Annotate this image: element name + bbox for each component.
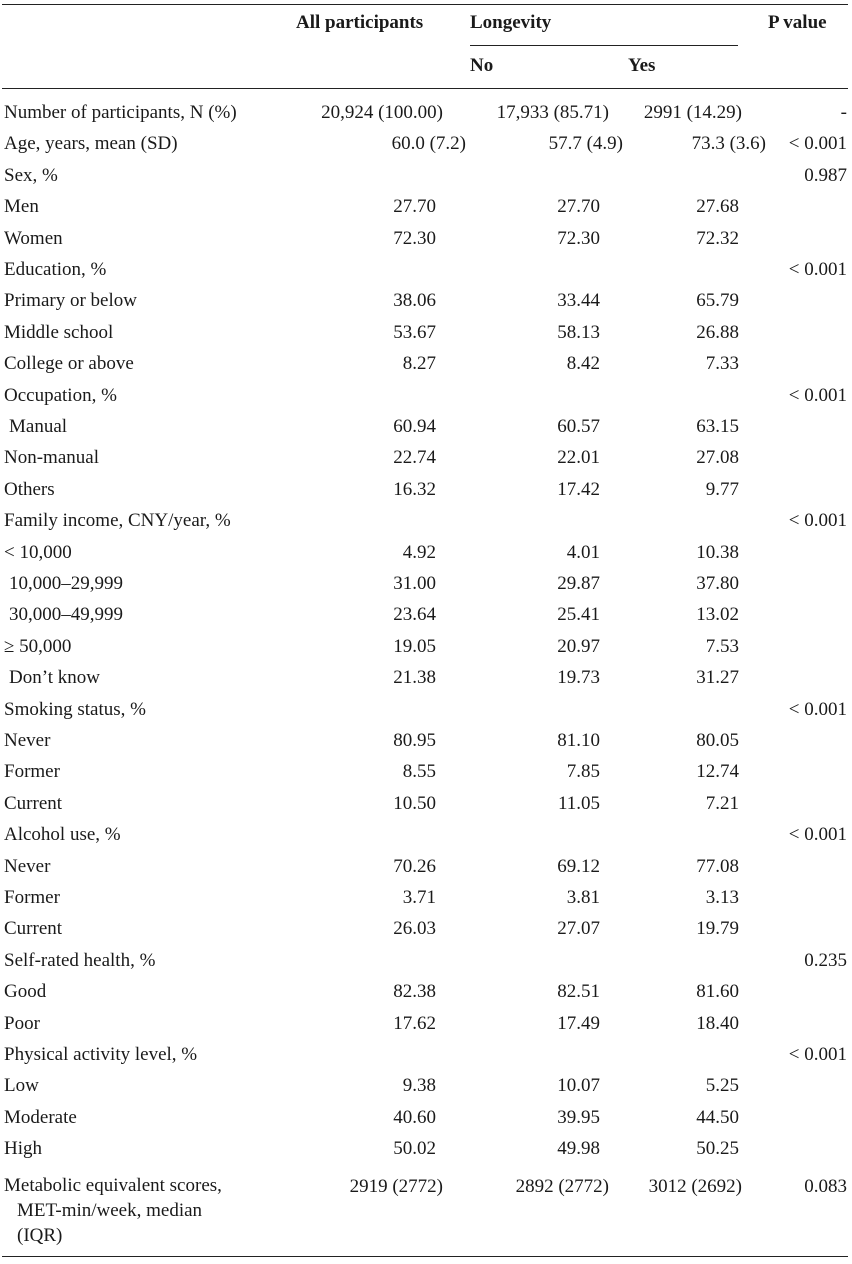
table-row (0, 1070, 852, 1101)
cell-all-participants: 3.71 (402, 887, 436, 908)
cell-all-participants: 8.55 (402, 761, 436, 782)
cell-longevity-no: 3.81 (566, 887, 600, 908)
cell-p-value: < 0.001 (788, 699, 847, 720)
table-row (0, 505, 852, 536)
table-row (0, 851, 852, 882)
cell-longevity-no: 19.73 (557, 667, 600, 688)
cell-all-participants: 38.06 (393, 290, 436, 311)
cell-all-participants: 53.67 (393, 322, 436, 343)
cell-label: 10,000–29,999 (9, 573, 123, 594)
cell-all-participants: 16.32 (393, 479, 436, 500)
cell-label: Smoking status, % (4, 699, 146, 720)
met-label-line-3: (IQR) (17, 1225, 63, 1246)
cell-longevity-no: 25.41 (557, 604, 600, 625)
cell-label: Alcohol use, % (4, 824, 121, 845)
cell-longevity-no: 10.07 (557, 1075, 600, 1096)
cell-all-participants: 60.94 (393, 416, 436, 437)
table-row (0, 97, 852, 128)
bottom-rule (2, 1256, 848, 1257)
cell-longevity-yes: 50.25 (696, 1138, 739, 1159)
table-row (0, 380, 852, 411)
table-row (0, 1102, 852, 1133)
cell-longevity-no: 69.12 (557, 856, 600, 877)
table-row (0, 160, 852, 191)
top-rule (2, 4, 848, 5)
cell-met-all: 2919 (2772) (349, 1176, 443, 1197)
cell-all-participants: 19.05 (393, 636, 436, 657)
header-bottom-rule (2, 88, 848, 89)
cell-longevity-yes: 18.40 (696, 1013, 739, 1034)
cell-longevity-yes: 2991 (14.29) (643, 102, 742, 123)
cell-label: Current (4, 793, 63, 814)
cell-longevity-no: 17,933 (85.71) (496, 102, 609, 123)
table-row (0, 285, 852, 316)
cell-longevity-no: 11.05 (557, 793, 600, 814)
cell-longevity-no: 17.42 (557, 479, 600, 500)
cell-label: Poor (4, 1013, 40, 1034)
cell-label: Middle school (4, 322, 114, 343)
cell-label: Sex, % (4, 165, 58, 186)
cell-all-participants: 72.30 (393, 228, 436, 249)
cell-label: Family income, CNY/year, % (4, 510, 231, 531)
cell-met-p: 0.083 (804, 1176, 847, 1197)
cell-met-yes: 3012 (2692) (648, 1176, 742, 1197)
table-row (0, 662, 852, 693)
table-row (0, 599, 852, 630)
cell-longevity-no: 22.01 (557, 447, 600, 468)
table-row (0, 317, 852, 348)
table-row (0, 882, 852, 913)
longevity-underline (470, 45, 738, 46)
cell-p-value: < 0.001 (788, 510, 847, 531)
table-row (0, 537, 852, 568)
cell-label: < 10,000 (4, 542, 72, 563)
cell-label: Manual (9, 416, 68, 437)
cell-longevity-no: 8.42 (566, 353, 600, 374)
cell-label: Moderate (4, 1107, 77, 1128)
table-row (0, 411, 852, 442)
cell-label: High (4, 1138, 42, 1159)
cell-label: Education, % (4, 259, 107, 280)
table-row (0, 442, 852, 473)
cell-label: Former (4, 761, 60, 782)
header-yes: Yes (628, 55, 656, 76)
cell-p-value: 0.235 (804, 950, 847, 971)
cell-all-participants: 20,924 (100.00) (321, 102, 443, 123)
cell-longevity-no: 57.7 (4.9) (548, 133, 623, 154)
cell-all-participants: 60.0 (7.2) (391, 133, 466, 154)
cell-label: Age, years, mean (SD) (4, 133, 178, 154)
cell-label: 30,000–49,999 (9, 604, 123, 625)
cell-longevity-yes: 19.79 (696, 918, 739, 939)
cell-longevity-no: 72.30 (557, 228, 600, 249)
table-row (0, 913, 852, 944)
cell-longevity-yes: 72.32 (696, 228, 739, 249)
cell-longevity-yes: 73.3 (3.6) (691, 133, 766, 154)
table-row (0, 976, 852, 1007)
cell-all-participants: 26.03 (393, 918, 436, 939)
met-label-line-1: Metabolic equivalent scores, (4, 1175, 222, 1196)
cell-all-participants: 22.74 (393, 447, 436, 468)
cell-p-value: - (840, 102, 847, 123)
table-row (0, 631, 852, 662)
table-row (0, 128, 852, 159)
cell-all-participants: 70.26 (393, 856, 436, 877)
cell-longevity-no: 20.97 (557, 636, 600, 657)
table-row-met (0, 1171, 852, 1202)
cell-longevity-no: 39.95 (557, 1107, 600, 1128)
cell-all-participants: 50.02 (393, 1138, 436, 1159)
cell-label: Don’t know (9, 667, 100, 688)
cell-longevity-yes: 44.50 (696, 1107, 739, 1128)
cell-longevity-yes: 27.68 (696, 196, 739, 217)
cell-longevity-no: 27.70 (557, 196, 600, 217)
cell-all-participants: 4.92 (402, 542, 436, 563)
cell-label: Former (4, 887, 60, 908)
cell-all-participants: 82.38 (393, 981, 436, 1002)
cell-p-value: < 0.001 (788, 824, 847, 845)
cell-label: Number of participants, N (%) (4, 102, 237, 123)
cell-longevity-yes: 3.13 (705, 887, 739, 908)
cell-all-participants: 21.38 (393, 667, 436, 688)
table-row (0, 1133, 852, 1164)
table-row (0, 945, 852, 976)
cell-label: Others (4, 479, 55, 500)
cell-longevity-yes: 31.27 (696, 667, 739, 688)
header-no: No (470, 55, 494, 76)
table-row (0, 568, 852, 599)
cell-all-participants: 31.00 (393, 573, 436, 594)
cell-label: Occupation, % (4, 385, 117, 406)
cell-all-participants: 17.62 (393, 1013, 436, 1034)
table-row (0, 819, 852, 850)
cell-label: Non-manual (4, 447, 99, 468)
cell-longevity-yes: 63.15 (696, 416, 739, 437)
cell-longevity-no: 33.44 (557, 290, 600, 311)
cell-longevity-no: 17.49 (557, 1013, 600, 1034)
cell-p-value: < 0.001 (788, 259, 847, 280)
table-row (0, 348, 852, 379)
cell-label: College or above (4, 353, 134, 374)
cell-all-participants: 8.27 (402, 353, 436, 374)
cell-label: Current (4, 918, 63, 939)
cell-all-participants: 10.50 (393, 793, 436, 814)
cell-longevity-yes: 81.60 (696, 981, 739, 1002)
table-row (0, 1039, 852, 1070)
cell-label: Good (4, 981, 47, 1002)
cell-label: Women (4, 228, 63, 249)
table-row (0, 788, 852, 819)
cell-label: Low (4, 1075, 39, 1096)
cell-p-value: < 0.001 (788, 133, 847, 154)
cell-met-no: 2892 (2772) (515, 1176, 609, 1197)
cell-longevity-yes: 26.88 (696, 322, 739, 343)
cell-all-participants: 27.70 (393, 196, 436, 217)
cell-longevity-no: 58.13 (557, 322, 600, 343)
table-row (0, 223, 852, 254)
cell-longevity-yes: 9.77 (705, 479, 739, 500)
cell-longevity-no: 82.51 (557, 981, 600, 1002)
cell-label: Self-rated health, % (4, 950, 156, 971)
cell-longevity-yes: 10.38 (696, 542, 739, 563)
cell-all-participants: 40.60 (393, 1107, 436, 1128)
cell-longevity-no: 29.87 (557, 573, 600, 594)
table-row (0, 191, 852, 222)
table-row (0, 756, 852, 787)
cell-label: Never (4, 856, 51, 877)
cell-label: Never (4, 730, 51, 751)
met-label-line-2: MET-min/week, median (17, 1200, 203, 1221)
cell-p-value: < 0.001 (788, 385, 847, 406)
cell-longevity-yes: 5.25 (705, 1075, 739, 1096)
cell-label: Primary or below (4, 290, 137, 311)
cell-longevity-no: 49.98 (557, 1138, 600, 1159)
cell-longevity-no: 81.10 (557, 730, 600, 751)
cell-longevity-yes: 37.80 (696, 573, 739, 594)
cell-longevity-no: 7.85 (566, 761, 600, 782)
cell-all-participants: 23.64 (393, 604, 436, 625)
cell-longevity-yes: 13.02 (696, 604, 739, 625)
cell-longevity-yes: 7.33 (705, 353, 739, 374)
cell-longevity-yes: 77.08 (696, 856, 739, 877)
table-row (0, 694, 852, 725)
cell-label: Men (4, 196, 39, 217)
header-all-participants: All participants (296, 12, 424, 33)
cell-longevity-yes: 7.53 (705, 636, 739, 657)
cell-longevity-yes: 65.79 (696, 290, 739, 311)
cell-p-value: 0.987 (804, 165, 847, 186)
cell-longevity-no: 27.07 (557, 918, 600, 939)
header-p-value: P value (768, 12, 827, 33)
table-row (0, 474, 852, 505)
cell-all-participants: 9.38 (402, 1075, 436, 1096)
cell-longevity-no: 4.01 (566, 542, 600, 563)
header-longevity: Longevity (470, 12, 552, 33)
cell-all-participants: 80.95 (393, 730, 436, 751)
cell-p-value: < 0.001 (788, 1044, 847, 1065)
table-row (0, 254, 852, 285)
cell-label: ≥ 50,000 (4, 636, 72, 657)
cell-label: Physical activity level, % (4, 1044, 198, 1065)
cell-longevity-yes: 12.74 (696, 761, 739, 782)
table-row (0, 1008, 852, 1039)
cell-longevity-yes: 7.21 (705, 793, 739, 814)
cell-longevity-yes: 80.05 (696, 730, 739, 751)
cell-longevity-no: 60.57 (557, 416, 600, 437)
table-row (0, 725, 852, 756)
cell-longevity-yes: 27.08 (696, 447, 739, 468)
